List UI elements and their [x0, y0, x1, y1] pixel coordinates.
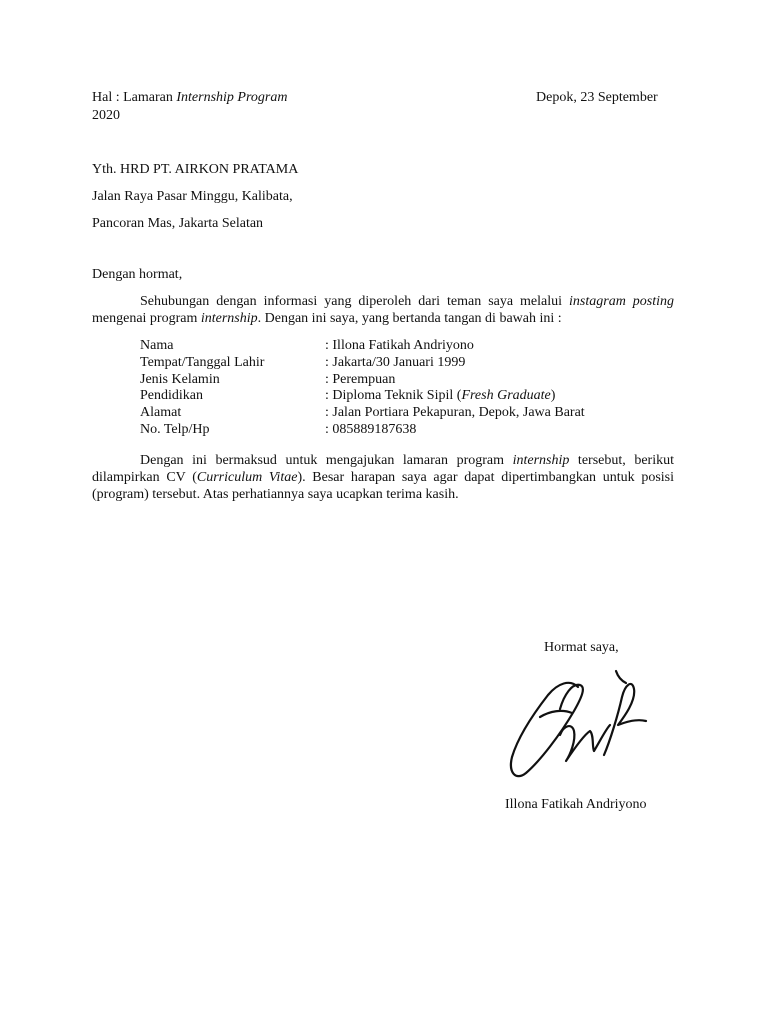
- detail-row: [140, 421, 680, 438]
- detail-row: [140, 371, 680, 388]
- detail-label: Pendidikan: [140, 388, 203, 403]
- subject-prefix: Hal : Lamaran: [92, 90, 177, 105]
- detail-value: : Illona Fatikah Andriyono: [325, 338, 474, 353]
- date-line: Depok, 23 September: [536, 90, 658, 105]
- detail-label: No. Telp/Hp: [140, 422, 210, 437]
- detail-row: [140, 354, 680, 371]
- detail-row: [140, 387, 680, 404]
- detail-value: : Jalan Portiara Pekapuran, Depok, Jawa Barat: [325, 405, 585, 420]
- subject-line: [92, 89, 287, 106]
- recipient-name: Yth. HRD PT. AIRKON PRATAMA: [92, 162, 299, 177]
- detail-value: : Jakarta/30 Januari 1999: [325, 355, 466, 370]
- detail-value: : 085889187638: [325, 422, 417, 437]
- detail-label: Alamat: [140, 405, 182, 420]
- greeting: Dengan hormat,: [92, 267, 183, 282]
- detail-label: Nama: [140, 338, 174, 353]
- body-paragraph: Dengan ini bermaksud untuk mengajukan lamaran program internship tersebut, berikut dilampirkan CV (Curriculum Vitae). Besar harapan saya agar dapat dipertimbangkan untuk posisi (program) tersebut. Atas perhatiannya saya ucapkan terima kasih.: [92, 453, 675, 502]
- detail-value: : Perempuan: [325, 372, 396, 387]
- detail-label: Tempat/Tanggal Lahir: [140, 355, 265, 370]
- recipient-address-1: Jalan Raya Pasar Minggu, Kalibata,: [92, 189, 293, 204]
- detail-row: [140, 337, 680, 354]
- date-year: 2020: [92, 108, 120, 123]
- closing: Hormat saya,: [544, 640, 619, 655]
- intro-paragraph: Sehubungan dengan informasi yang diperoleh dari teman saya melalui instagram posting mengenai program internship. Dengan ini saya, yang bertanda tangan di bawah ini :: [92, 294, 675, 326]
- signature-name: Illona Fatikah Andriyono: [505, 797, 647, 812]
- detail-label: Jenis Kelamin: [140, 372, 220, 387]
- signature-image: [500, 665, 680, 790]
- detail-row: [140, 404, 680, 421]
- detail-value: : Diploma Teknik Sipil (Fresh Graduate): [325, 388, 556, 403]
- subject-program: Internship Program: [176, 90, 288, 105]
- recipient-address-2: Pancoran Mas, Jakarta Selatan: [92, 216, 264, 231]
